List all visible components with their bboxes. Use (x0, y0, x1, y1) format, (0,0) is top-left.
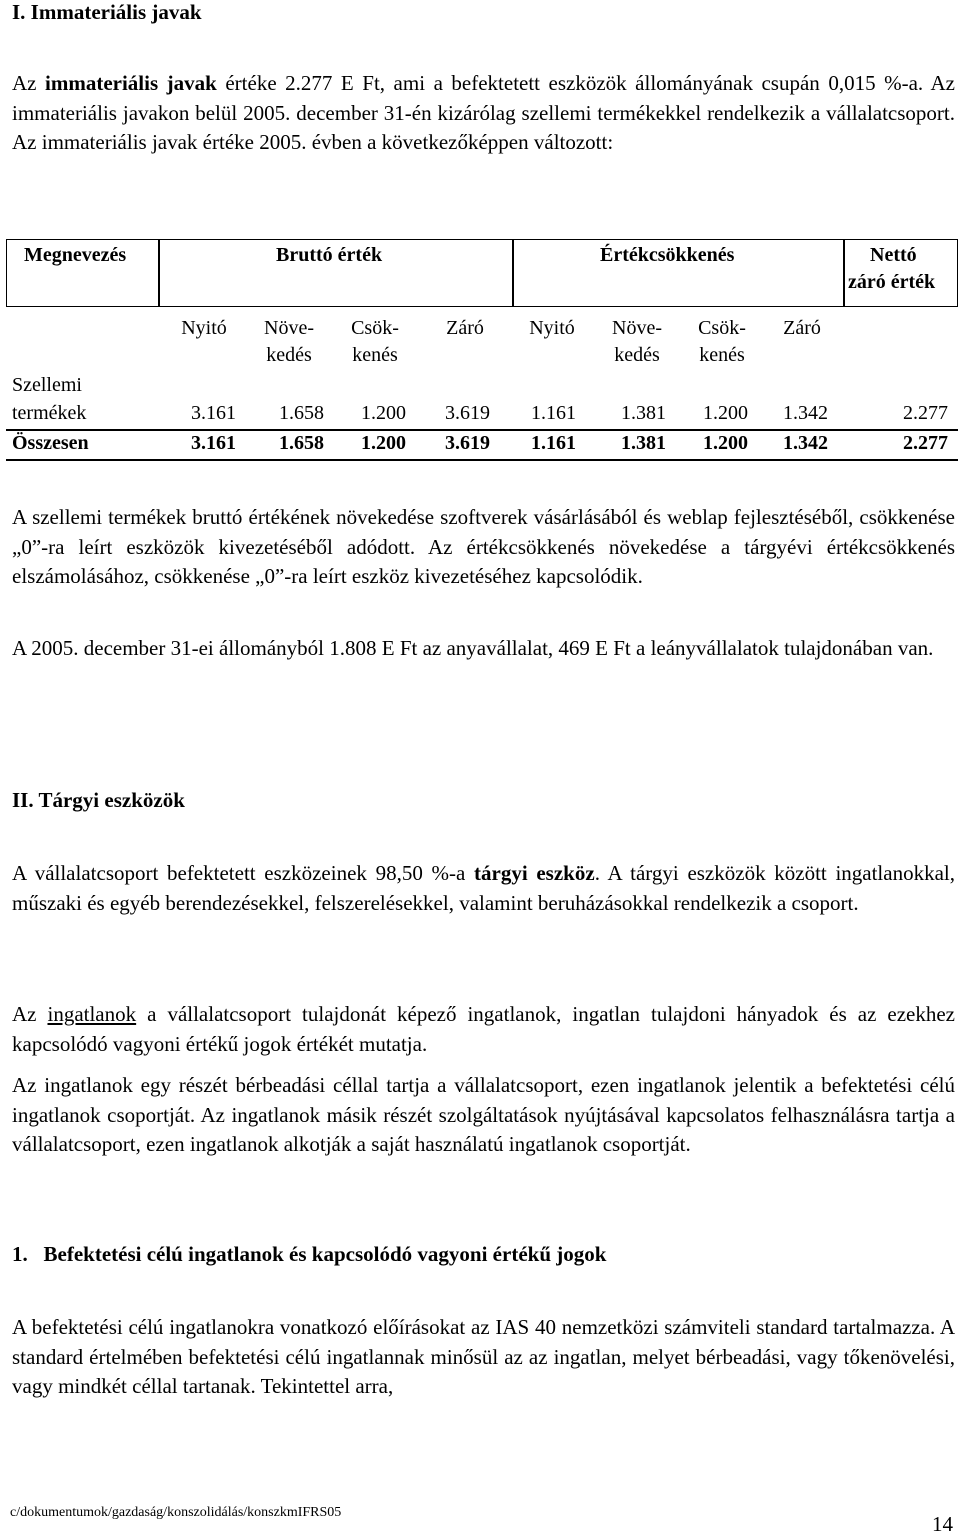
table-divider (158, 239, 160, 307)
paragraph-real-estate: Az ingatlanok a vállalatcsoport tulajdonát képező ingatlanok, ingatlan tulajdoni hányadok és az ezekhez kapcsolódó vagyoni értékű jogok értékét mutatja. (12, 1002, 955, 1056)
row-divider (6, 459, 958, 461)
table-cell: 1.161 (531, 402, 576, 424)
subsection-heading-investment-property: 1. Befektetési célú ingatlanok és kapcsolódó vagyoni értékű jogok (12, 1242, 607, 1266)
subheader-decrease: Csök- kenés (698, 317, 746, 366)
table-cell: 1.342 (783, 432, 828, 454)
subheader-increase: Növe- kedés (612, 317, 662, 366)
row-divider (6, 429, 958, 431)
table-cell: 1.381 (621, 432, 666, 454)
col-header-gross: Bruttó érték (276, 244, 383, 266)
section-heading-tangibles: II. Tárgyi eszközök (12, 788, 185, 812)
paragraph-tangibles-intro: A vállalatcsoport befektetett eszközeinek 98,50 %-a tárgyi eszköz. A tárgyi eszközök között ingatlanokkal, műszaki és egyéb berendezésekkel, felszerelésekkel, valamint beruházásokkal rendelkezik a csoport. (12, 861, 955, 915)
subheader-decrease: Csök- kenés (351, 317, 399, 366)
table-cell: 1.161 (531, 432, 576, 454)
col-header-net-line2: záró érték (848, 271, 936, 293)
row-label-total: Összesen (12, 432, 89, 454)
table-cell: 1.658 (279, 432, 324, 454)
table-cell: 1.381 (621, 402, 666, 424)
table-cell: 1.200 (361, 402, 406, 424)
table-cell: 1.658 (279, 402, 324, 424)
table-cell: 1.200 (703, 402, 748, 424)
subheader-open: Nyitó (529, 317, 575, 339)
intro-paragraph: Az immateriális javak értéke 2.277 E Ft, ami a befektetett eszközök állományának csupán 0,015 %-a. Az immateriális javakon belül 2005. december 31-én kizárólag szellemi termékekkel rendelkezik a vállalatcsoport. Az immateriális javak értéke 2005. évben a következőképpen változott: (12, 71, 955, 154)
col-header-net-line1: Nettó (870, 244, 917, 266)
table-divider (512, 239, 514, 307)
col-header-name: Megnevezés (24, 244, 127, 266)
table-cell: 1.342 (783, 402, 828, 424)
table-cell: 3.619 (445, 402, 490, 424)
table-divider (843, 239, 845, 307)
row-label-line2: termékek (12, 402, 87, 424)
subheader-close: Záró (783, 317, 821, 339)
footer-file-path: c/dokumentumok/gazdaság/konszolidálás/konszkmIFRS05 (10, 1505, 342, 1520)
subheader-open: Nyitó (181, 317, 227, 339)
table-cell: 2.277 (903, 432, 948, 454)
section-heading-intangibles: I. Immateriális javak (12, 0, 202, 24)
table-cell: 2.277 (903, 402, 948, 424)
table-cell: 1.200 (703, 432, 748, 454)
table-cell: 3.161 (191, 402, 236, 424)
paragraph-changes: A szellemi termékek bruttó értékének növekedése szoftverek vásárlásából és weblap fejlesztéséből, csökkenése „0”-ra leírt eszközök kivezetéséből adódott. Az értékcsökkenés növekedése a tárgyévi értékcsökkenés elszámolásához, csökkenése „0”-ra leírt eszköz kivezetéséhez kapcsolódik. (12, 505, 955, 588)
row-label-line1: Szellemi (12, 374, 82, 396)
paragraph-real-estate-groups: Az ingatlanok egy részét bérbeadási céllal tartja a vállalatcsoport, ezen ingatlanok jelentik a befektetési célú ingatlanok csoportját. Az ingatlanok másik részét szolgáltatások nyújtásával kapcsolatos felhasználásra tartja a vállalatcsoport, ezen ingatlanok alkotják a saját használatú ingatlanok csoportját. (12, 1073, 955, 1156)
table-cell: 1.200 (361, 432, 406, 454)
page-number: 14 (932, 1512, 953, 1536)
col-header-depreciation: Értékcsökkenés (600, 244, 735, 266)
subheader-close: Záró (446, 317, 484, 339)
table-header-box (6, 239, 958, 307)
table-cell: 3.161 (191, 432, 236, 454)
paragraph-ias40: A befektetési célú ingatlanokra vonatkozó előírásokat az IAS 40 nemzetközi számviteli standard tartalmazza. A standard értelmében befektetési célú ingatlannak minősül az az ingatlan, melyet bérbeadási, vagy tőkenövelési, vagy mindkét céllal tartanak. Tekintettel arra, (12, 1315, 955, 1398)
table-cell: 3.619 (445, 432, 490, 454)
subheader-increase: Növe- kedés (264, 317, 314, 366)
paragraph-ownership: A 2005. december 31-ei állományból 1.808 E Ft az anyavállalat, 469 E Ft a leányvállalatok tulajdonában van. (12, 636, 934, 660)
